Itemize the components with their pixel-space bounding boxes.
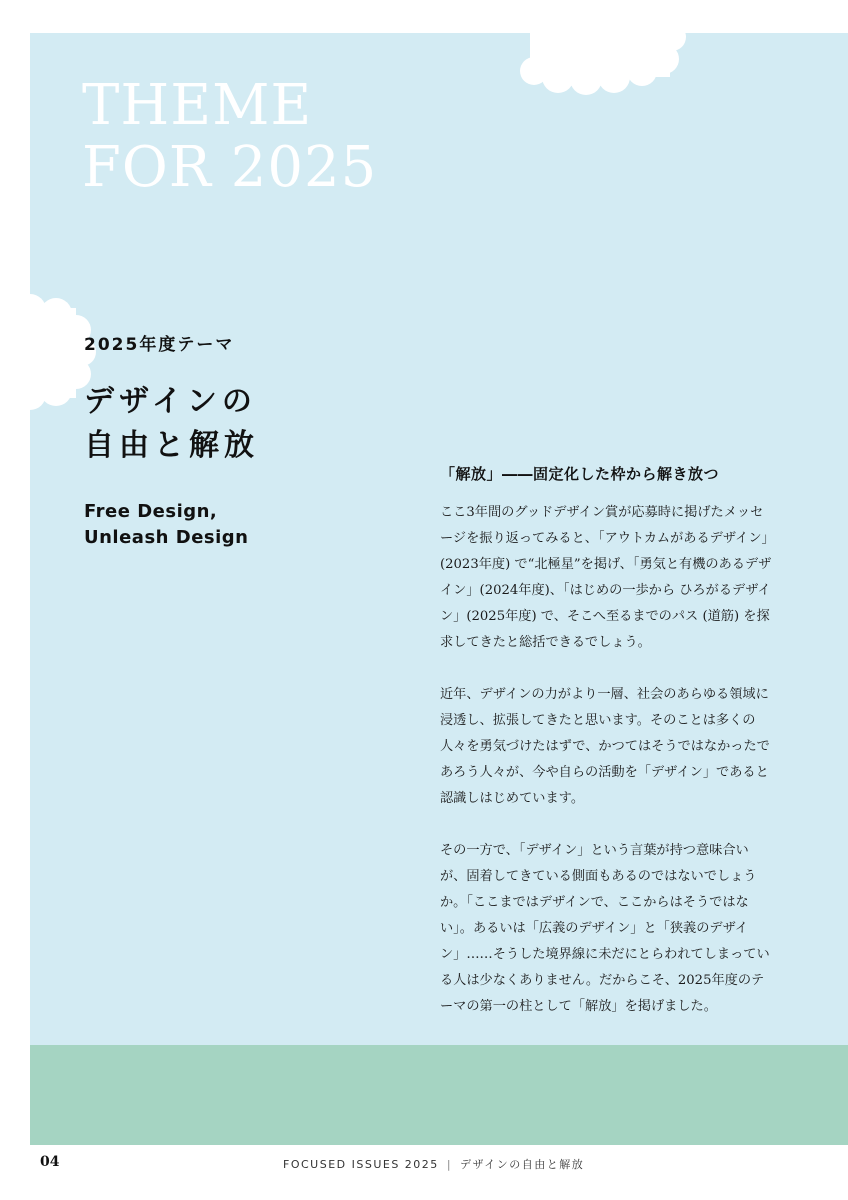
theme-english-line-2: Unleash Design [84, 527, 249, 548]
theme-title-line-2: 自由と解放 [84, 428, 259, 463]
article-paragraph-1: ここ3年間のグッドデザイン賞が応募時に掲げたメッセージを振り返ってみると、「アウトカムがあるデザイン」(2023年度) で“北極星”を掲げ、「勇気と有機のあるデザイン」(2024年度)、「はじめの一歩から ひろがるデザイン」(2025年度) で、そこへ至るまでのパス (道筋) を探求してきたと総括できるでしょう。 [440, 505, 772, 650]
theme-title-line-1: デザインの [84, 384, 257, 419]
article-paragraph-3: その一方で、「デザイン」という言葉が持つ意味合いが、固着してきている側面もあるのではないでしょうか。「ここまではデザインで、ここからはそうではない」。あるいは「広義のデザイン」と「狭義のデザイン」……そうした境界線に未だにとらわれてしまっている人は少なくありません。だからこそ、2025年度のテーマの第一の柱として「解放」を掲げました。 [440, 843, 770, 1014]
cloud-top-right [516, 33, 686, 103]
headline-line-2: FOR 2025 [82, 135, 378, 200]
theme-kicker: 2025年度テーマ [84, 335, 235, 355]
page-number: 04 [40, 1154, 60, 1170]
theme-title [84, 380, 259, 468]
headline-line-1: THEME [82, 73, 313, 138]
article-heading: 「解放」――固定化した枠から解き放つ [440, 465, 720, 483]
theme-english-title [84, 499, 248, 551]
page-footer [0, 1150, 848, 1180]
theme-english-line-1: Free Design, [84, 501, 218, 522]
article-body [440, 500, 774, 1046]
publication-name: FOCUSED ISSUES 2025 [283, 1158, 439, 1171]
running-title [283, 1156, 584, 1172]
footer-separator: | [446, 1158, 453, 1171]
page-headline [82, 75, 377, 199]
section-name: デザインの自由と解放 [460, 1158, 585, 1171]
ground-band [30, 1045, 848, 1145]
article-paragraph-2: 近年、デザインの力がより一層、社会のあらゆる領域に浸透し、拡張してきたと思います。そのことは多くの人々を勇気づけたはずで、かつてはそうではなかったであろう人々が、今や自らの活動を「デザイン」であると認識しはじめています。 [440, 687, 770, 806]
